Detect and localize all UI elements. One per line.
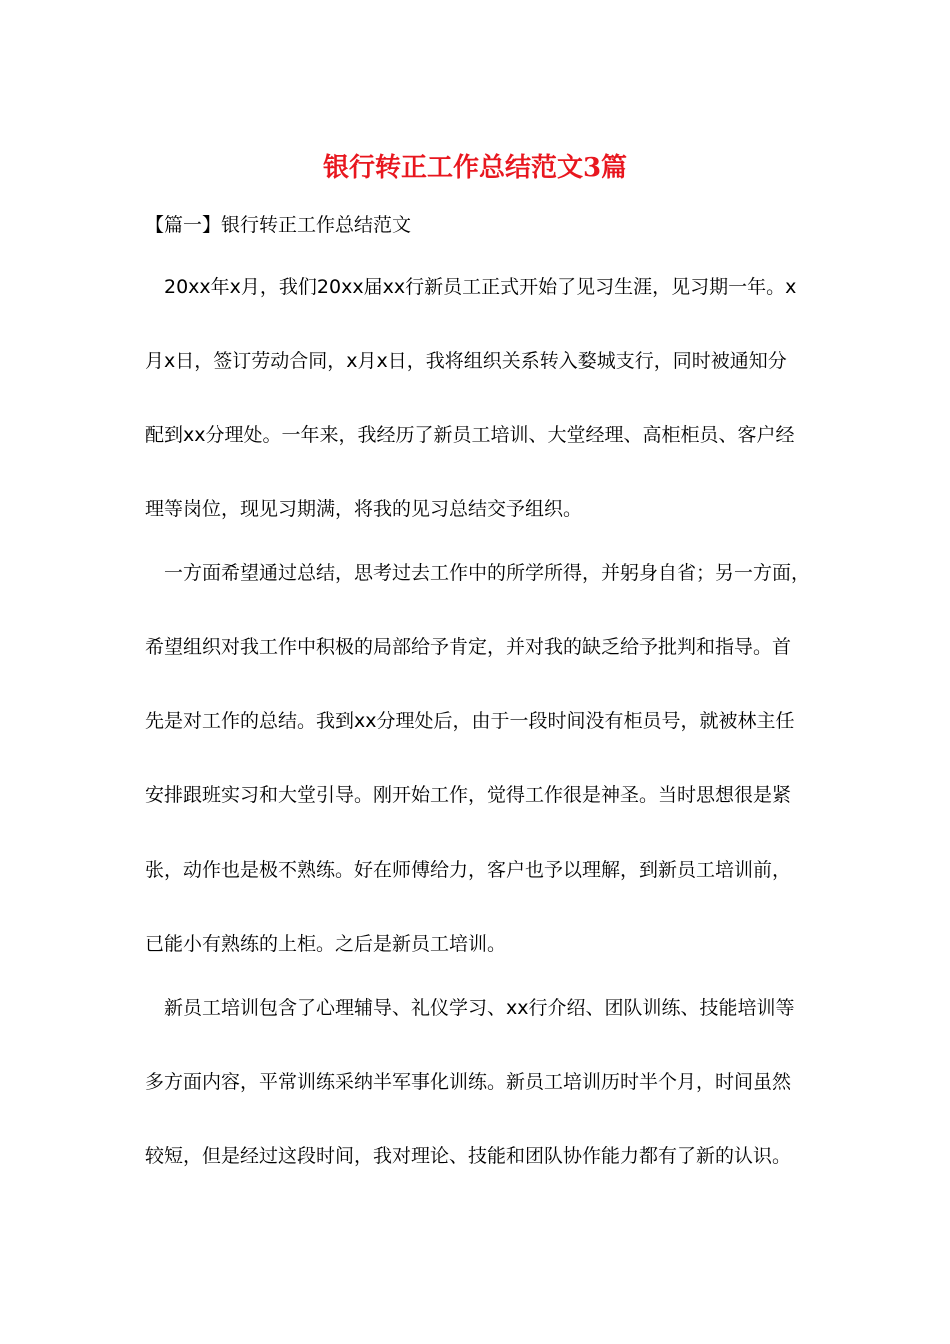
paragraph-line: 希望组织对我工作中积极的局部给予肯定，并对我的缺乏给予批判和指导。首 [145,636,792,658]
paragraph-line: 先是对工作的总结。我到xx分理处后，由于一段时间没有柜员号，就被林主任 [145,710,795,732]
paragraph-line: 新员工培训包含了心理辅导、礼仪学习、xx行介绍、团队训练、技能培训等 [145,997,795,1019]
paragraph-line: 多方面内容，平常训练采纳半军事化训练。新员工培训历时半个月，时间虽然 [145,1071,792,1093]
document-title: 银行转正工作总结范文3篇 [322,153,628,183]
paragraph-line: 一方面希望通过总结，思考过去工作中的所学所得，并躬身自省；另一方面， [145,562,811,584]
paragraph-line: 理等岗位，现见习期满，将我的见习总结交予组织。 [145,498,583,520]
paragraph-line: 20xx年x月，我们20xx届xx行新员工正式开始了见习生涯，见习期一年。x [145,276,797,298]
paragraph-line: 配到xx分理处。一年来，我经历了新员工培训、大堂经理、高柜柜员、客户经 [145,424,795,446]
paragraph-line: 已能小有熟练的上柜。之后是新员工培训。 [145,933,507,955]
section-heading: 【篇一】银行转正工作总结范文 [145,214,412,236]
paragraph-line: 较短，但是经过这段时间，我对理论、技能和团队协作能力都有了新的认识。 [145,1145,792,1167]
paragraph-line: 安排跟班实习和大堂引导。刚开始工作，觉得工作很是神圣。当时思想很是紧 [145,784,792,806]
paragraph-line: 月x日，签订劳动合同，x月x日，我将组织关系转入婺城支行，同时被通知分 [145,350,787,372]
paragraph-line: 张，动作也是极不熟练。好在师傅给力，客户也予以理解，到新员工培训前， [145,859,792,881]
